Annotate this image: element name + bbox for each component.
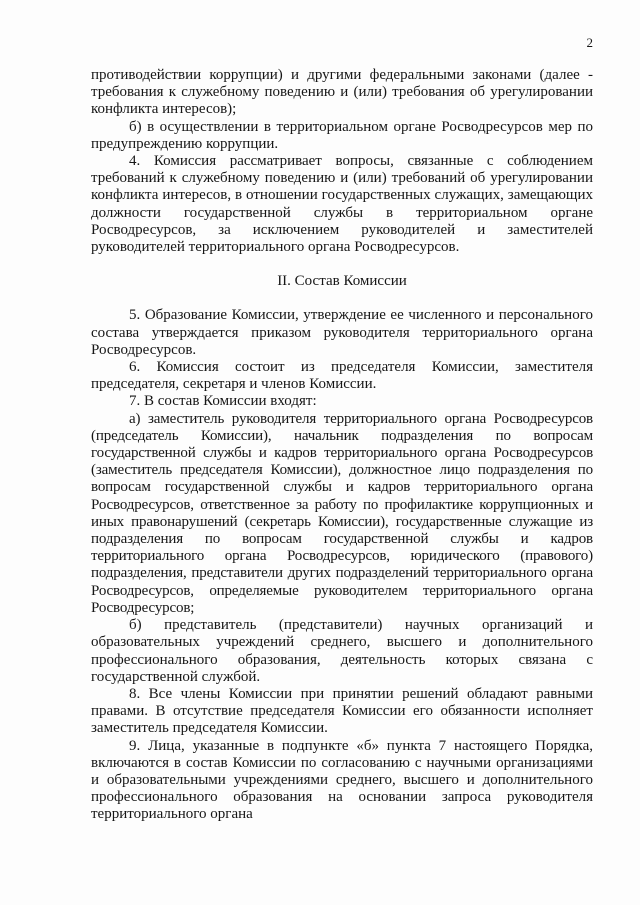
paragraph-5: 5. Образование Комиссии, утверждение ее численного и персонального состава утверждается приказом руководителя территориального органа Росводресурсов. <box>91 307 593 358</box>
paragraph-item-b: б) в осуществлении в территориальном органе Росводресурсов мер по предупреждению коррупции. <box>91 118 593 152</box>
paragraph-4: 4. Комиссия рассматривает вопросы, связанные с соблюдением требований к служебному поведению и (или) требований об урегулировании конфликта интересов, в отношении государственных служащих, замещающих должности государственной службы в территориальном органе Росводресурсов, за исключением руководителей и заместителей руководителей территориального органа Росводресурсов. <box>91 153 593 256</box>
page-number: 2 <box>586 35 593 50</box>
paragraph-continuation: противодействии коррупции) и другими федеральными законами (далее - требования к служебному поведению и (или) требования об урегулировании конфликта интересов); <box>91 67 593 118</box>
paragraph-6: 6. Комиссия состоит из председателя Комиссии, заместителя председателя, секретаря и членов Комиссии. <box>91 359 593 393</box>
document-body <box>91 67 593 824</box>
paragraph-7b: б) представитель (представители) научных организаций и образовательных учреждений среднего, высшего и дополнительного профессионального образования, деятельность которых связана с государственной службой. <box>91 617 593 685</box>
paragraph-9: 9. Лица, указанные в подпункте «б» пункта 7 настоящего Порядка, включаются в состав Комиссии по согласованию с научными организациями и образовательными учреждениями среднего, высшего и дополнительного профессионального образования на основании запроса руководителя территориального органа <box>91 737 593 823</box>
paragraph-8: 8. Все члены Комиссии при принятии решений обладают равными правами. В отсутствие председателя Комиссии его обязанности исполняет заместитель председателя Комиссии. <box>91 685 593 737</box>
section-heading: II. Состав Комиссии <box>277 273 407 290</box>
paragraph-7a: а) заместитель руководителя территориального органа Росводресурсов (председатель Комиссии), начальник подразделения по вопросам государственной службы и кадров территориального органа Росводресурсов (заместитель председателя Комиссии), должностное лицо подразделения по вопросам государственной службы и кадров территориального органа Росводресурсов, ответственное за работу по профилактике коррупционных и иных правонарушений (секретарь Комиссии), государственные служащие из подразделения по вопросам государственной службы и кадров территориального органа Росводресурсов, юридического (правового) подразделения, представители других подразделений территориального органа Росводресурсов, определяемые руководителем территориального органа Росводресурсов; <box>91 410 593 616</box>
paragraph-7: 7. В состав Комиссии входят: <box>129 393 317 410</box>
